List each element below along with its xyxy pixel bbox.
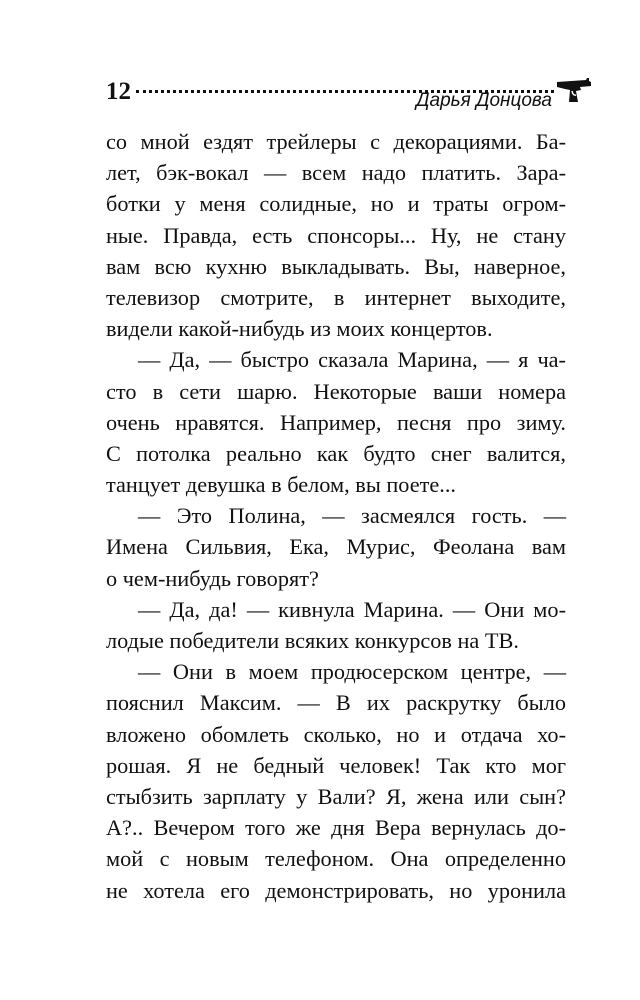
text-line: — Да, да! — кивнула Марина. — Они мо- (138, 596, 566, 622)
text-line: лет, бэк-вокал — всем надо платить. Зара- (106, 160, 566, 186)
text-line: вам всю кухню выкладывать. Вы, наверное, (106, 253, 566, 279)
running-header (106, 72, 596, 112)
text-line: пояснил Максим. — В их раскрутку было (106, 690, 566, 716)
text-line: не хотела его демонстрировать, но уронила (106, 877, 566, 903)
text-line: стыбзить зарплату у Вали? Я, жена или сын? (106, 783, 566, 809)
text-line: танцует девушка в белом, вы поете... (106, 472, 456, 498)
text-line: телевизор смотрите, в интернет выходите, (106, 284, 566, 310)
text-line: — Это Полина, — засмеялся гость. — (138, 503, 566, 529)
text-line: ные. Правда, есть спонсоры... Ну, не стану (106, 222, 566, 248)
text-line: видели какой-нибудь из моих концертов. (106, 316, 493, 342)
text-line: — Они в моем продюсерском центре, — (138, 659, 566, 685)
text-line: — Да, — быстро сказала Марина, — я ча- (138, 347, 566, 373)
text-line: рошая. Я не бедный человек! Так кто мог (106, 752, 566, 778)
text-line: о чем-нибудь говорят? (106, 565, 319, 591)
body-text (106, 126, 566, 906)
text-line: со мной ездят трейлеры с декорациями. Ба- (106, 129, 566, 154)
text-line: лодые победители всяких конкурсов на ТВ. (106, 628, 519, 653)
text-line: сто в сети шарю. Некоторые ваши номера (106, 378, 566, 404)
text-line: вложено обомлеть сколько, но и отдача хо- (106, 721, 566, 747)
text-line: ботки у меня солидные, но и траты огром- (106, 191, 566, 217)
text-line: Имена Сильвия, Ека, Мурис, Феолана вам (106, 534, 566, 560)
pistol-icon (556, 76, 592, 104)
running-header-author: Дарья Донцова (416, 90, 552, 111)
text-line: А?.. Вечером того же дня Вера вернулась до- (106, 815, 566, 841)
text-line: С потолка реально как будто снег валится, (106, 440, 566, 466)
page-number: 12 (106, 78, 131, 105)
text-line: мой с новым телефоном. Она определенно (106, 846, 566, 872)
text-line: очень нравятся. Например, песня про зиму. (106, 409, 566, 435)
